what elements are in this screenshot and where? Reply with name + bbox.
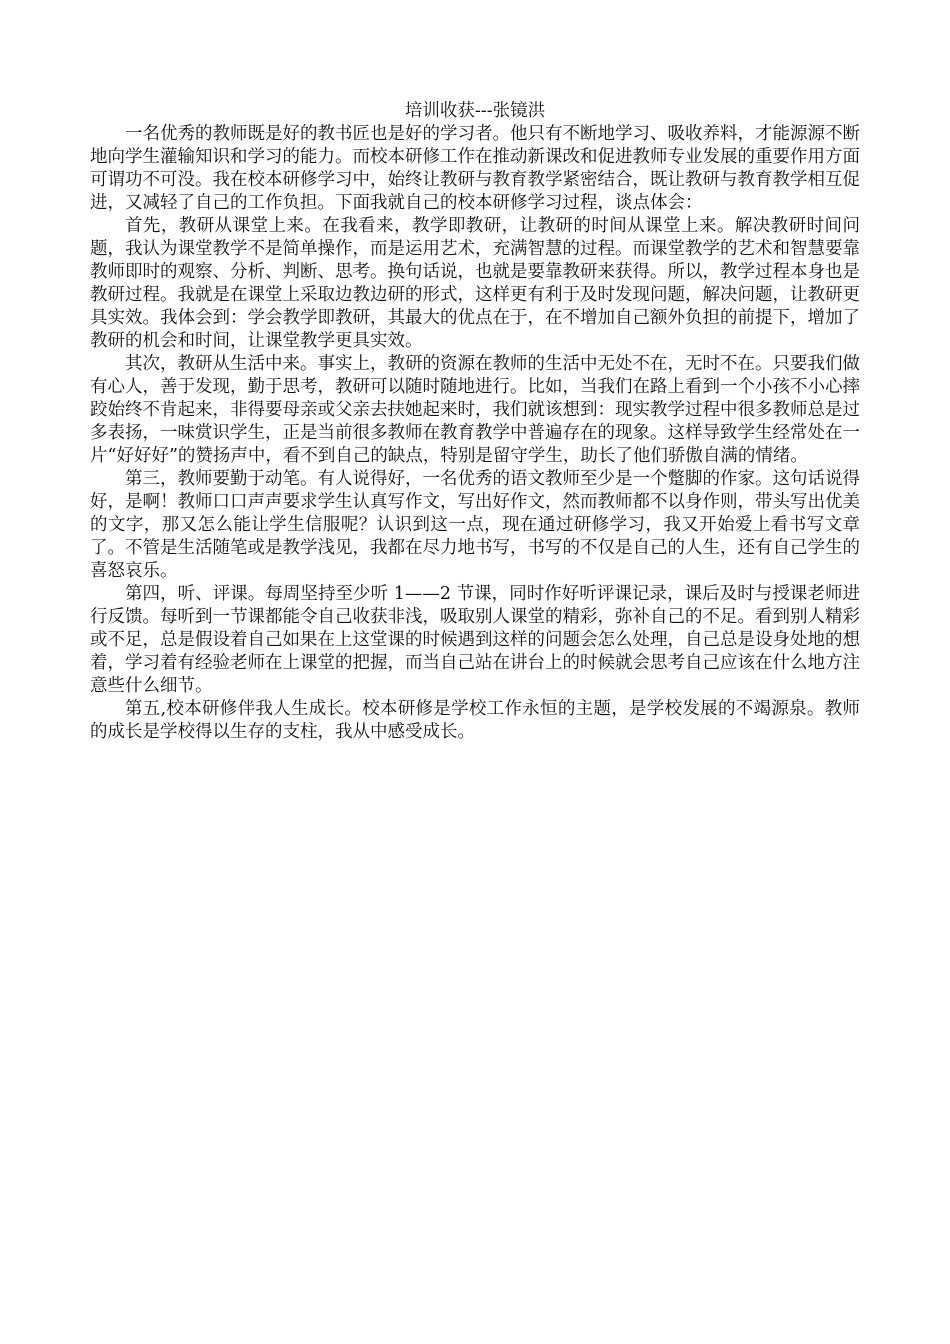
paragraph-fifth-point: 第五,校本研修伴我人生成长。校本研修是学校工作永恒的主题，是学校发展的不竭源泉。教师的成长是学校得以生存的支柱，我从中感受成长。 [90,699,860,742]
paragraph-third-point: 第三，教师要勤于动笔。有人说得好，一名优秀的语文教师至少是一个蹩脚的作家。这句话说得好，是啊！教师口口声声要求学生认真写作文，写出好作文，然而教师都不以身作则，带头写出优美的文字，那又怎么能让学生信服呢？认识到这一点，现在通过研修学习，我又开始爱上看书写文章了。不管是生活随笔或是教学浅见，我都在尽力地书写，书写的不仅是自己的人生，还有自己学生的喜怒哀乐。 [90,469,860,581]
document-body [90,100,860,744]
paragraph-second-point: 其次，教研从生活中来。事实上，教研的资源在教师的生活中无处不在，无时不在。只要我们做有心人，善于发现，勤于思考，教研可以随时随地进行。比如，当我们在路上看到一个小孩不小心摔跤始终不肯起来，非得要母亲或父亲去扶她起来时，我们就该想到：现实教学过程中很多教师总是过多表扬，一味赏识学生，正是当前很多教师在教育教学中普遍存在的现象。这样导致学生经常处在一片“好好好”的赞扬声中，看不到自己的缺点，特别是留守学生，助长了他们骄傲自满的情绪。 [90,354,860,466]
document-title: 培训收获---张镜洪 [404,101,546,121]
paragraph-first-point: 首先，教研从课堂上来。在我看来，教学即教研，让教研的时间从课堂上来。解决教研时间问题，我认为课堂教学不是简单操作，而是运用艺术，充满智慧的过程。而课堂教学的艺术和智慧要靠教师即时的观察、分析、判断、思考。换句话说，也就是要靠教研来获得。所以，教学过程本身也是教研过程。我就是在课堂上采取边教边研的形式，这样更有利于及时发现问题，解决问题，让教研更具实效。我体会到：学会教学即教研，其最大的优点在于，在不增加自己额外负担的前提下，增加了教研的机会和时间，让课堂教学更具实效。 [90,216,860,351]
paragraph-fourth-point: 第四，听、评课。每周坚持至少听 1——2 节课，同时作好听评课记录，课后及时与授课老师进行反馈。每听到一节课都能令自己收获非浅，吸取别人课堂的精彩，弥补自己的不足。看到别人精彩或不足，总是假设着自己如果在上这堂课的时候遇到这样的问题会怎么处理，自己总是设身处地的想着，学习着有经验老师在上课堂的把握，而当自己站在讲台上的时候就会思考自己应该在什么地方注意些什么细节。 [90,584,860,696]
paragraph-intro: 一名优秀的教师既是好的教书匠也是好的学习者。他只有不断地学习、吸收养料，才能源源不断地向学生灌输知识和学习的能力。而校本研修工作在推动新课改和促进教师专业发展的重要作用方面可谓功不可没。我在校本研修学习中，始终让教研与教育教学紧密结合，既让教研与教育教学相互促进，又减轻了自己的工作负担。下面我就自己的校本研修学习过程，谈点体会： [90,124,860,213]
